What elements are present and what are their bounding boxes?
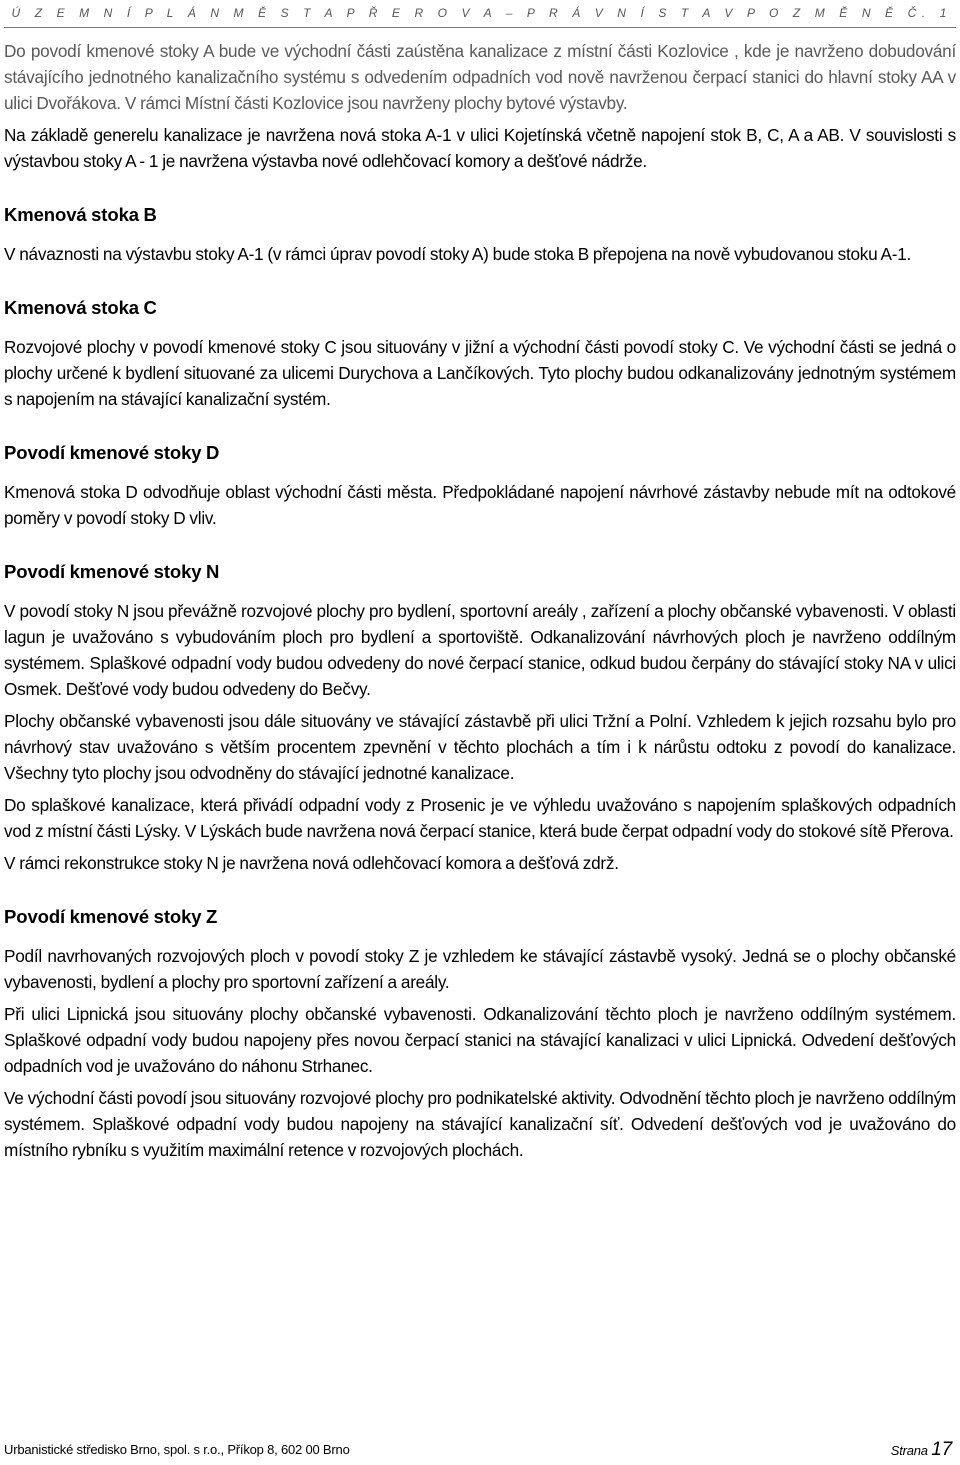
section-stoka-b (4, 202, 956, 267)
section-heading: Kmenová stoka B (4, 204, 157, 225)
footer-company-address: Urbanistické středisko Brno, spol. s r.o., Příkop 8, 602 00 Brno (4, 1442, 350, 1457)
section-heading: Povodí kmenové stoky D (4, 442, 220, 463)
section-paragraph: Rozvojové plochy v povodí kmenové stoky C jsou situovány v jižní a východní části povodí stoky C. Ve východní části se jedná o plochy určené k bydlení situované za ulicemi Durychova a Lančíkových. Tyto plochy budou odkanalizovány jednotným systémem s napojením na stávající kanalizační systém. (4, 337, 956, 409)
footer-page-number: 17 (931, 1439, 952, 1460)
footer-page-label: Strana (890, 1443, 928, 1458)
section-paragraph: Podíl navrhovaných rozvojových ploch v povodí stoky Z je vzhledem ke stávající zástavbě vysoký. Jedná se o plochy občanské vybavenosti, bydlení a plochy pro sportovní zařízení a areály. (4, 946, 956, 992)
section-paragraph: Do splaškové kanalizace, která přivádí odpadní vody z Prosenic je ve výhledu uvažováno s napojením splaškových odpadních vod z místní části Lýsky. V Lýskách bude navržena nová čerpací stanice, která bude čerpat odpadní vody do stokové sítě Přerova. (4, 795, 956, 841)
section-povodi-n (4, 559, 956, 876)
section-povodi-z (4, 904, 956, 1163)
section-paragraph: Při ulici Lipnická jsou situovány plochy občanské vybavenosti. Odkanalizování těchto ploch je navrženo oddílným systémem. Splaškové odpadní vody budou napojeny přes novou čerpací stanici na stávající kanalizaci v ulici Lipnická. Odvedení dešťových odpadních vod je uvažováno do náhonu Strhanec. (4, 1004, 956, 1076)
section-heading: Povodí kmenové stoky Z (4, 906, 218, 927)
section-heading: Povodí kmenové stoky N (4, 561, 220, 582)
section-stoka-c (4, 295, 956, 412)
page-content (4, 38, 956, 1169)
footer-page-indicator (891, 1441, 952, 1460)
section-paragraph: Ve východní části povodí jsou situovány rozvojové plochy pro podnikatelské aktivity. Odvodnění těchto ploch je navrženo oddílným systémem. Splaškové odpadní vody budou napojeny na stávající kanalizační síť. Odvedení dešťových vod je uvažováno do místního rybníku s využitím maximální retence v rozvojových plochách. (4, 1088, 956, 1160)
section-paragraph: V návaznosti na výstavbu stoky A-1 (v rámci úprav povodí stoky A) bude stoka B přepojena na nově vybudovanou stoku A-1. (4, 244, 912, 264)
section-paragraph: V rámci rekonstrukce stoky N je navržena nová odlehčovací komora a dešťová zdrž. (4, 853, 619, 873)
intro-paragraph-1: Do povodí kmenové stoky A bude ve východní části zaústěna kanalizace z místní části Kozlovice , kde je navrženo dobudování stávajícího jednotného kanalizačního systému s odvedením odpadních vod nově navrženou čerpací stanici do hlavní stoky AA v ulici Dvořákova. V rámci Místní části Kozlovice jsou navrženy plochy bytové výstavby. (4, 41, 956, 113)
section-povodi-d (4, 440, 956, 531)
header-divider (4, 27, 956, 28)
section-paragraph: Plochy občanské vybavenosti jsou dále situovány ve stávající zástavbě při ulici Tržní a Polní. Vzhledem k jejich rozsahu bylo pro návrhový stav uvažováno s větším procentem zpevnění v těchto plochách a tím i k nárůstu odtoku z povodí do kanalizace. Všechny tyto plochy jsou odvodněny do stávající jednotné kanalizace. (4, 711, 956, 783)
intro-paragraph-2: Na základě generelu kanalizace je navržena nová stoka A-1 v ulici Kojetínská včetně napojení stok B, C, A a AB. V souvislosti s výstavbou stoky A - 1 je navržena výstavba nové odlehčovací komory a dešťové nádrže. (4, 125, 956, 171)
section-paragraph: V povodí stoky N jsou převážně rozvojové plochy pro bydlení, sportovní areály , zařízení a plochy občanské vybavenosti. V oblasti lagun je uvažováno s vybudováním ploch pro bydlení a sportoviště. Odkanalizování návrhových ploch je navrženo oddílným systémem. Splaškové odpadní vody budou odvedeny do nové čerpací stanice, odkud budou čerpány do stávající stoky NA v ulici Osmek. Dešťové vody budou odvedeny do Bečvy. (4, 601, 956, 699)
running-header-title: Ú Z E M N Í P L Á N M Ě S T A P Ř E R O V A – P R Á V N Í S T A V P O Z M Ě N Ě Č. 1 (11, 6, 952, 20)
section-paragraph: Kmenová stoka D odvodňuje oblast východní části města. Předpokládané napojení návrhové zástavby nebude mít na odtokové poměry v povodí stoky D vliv. (4, 482, 956, 528)
section-heading: Kmenová stoka C (4, 297, 157, 318)
